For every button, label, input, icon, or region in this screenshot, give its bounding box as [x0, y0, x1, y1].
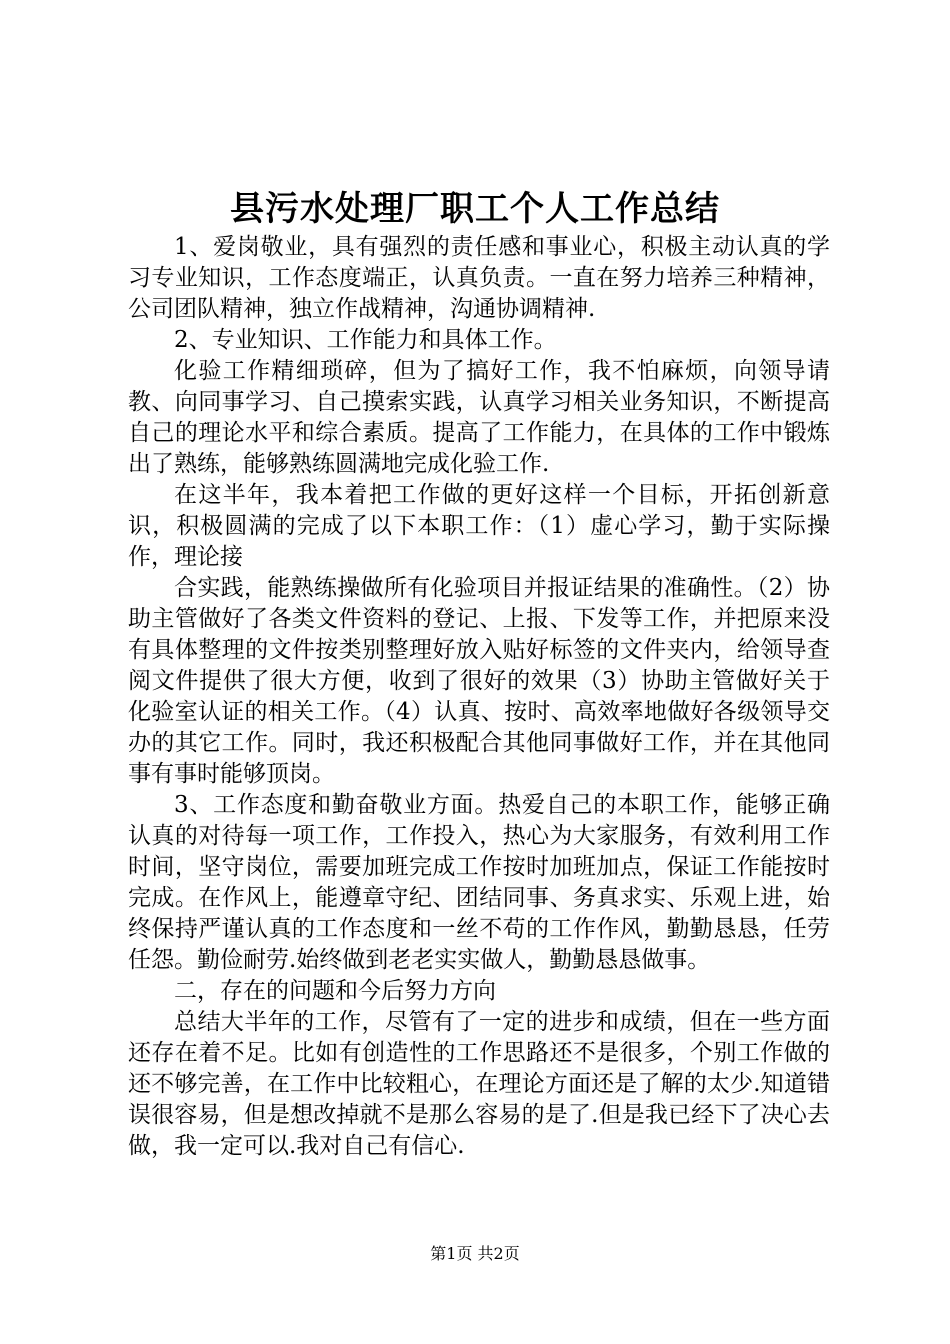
- paragraph: 化验工作精细琐碎，但为了搞好工作，我不怕麻烦，向领导请教、向同事学习、自己摸索实践，认真学习相关业务知识，不断提高自己的理论水平和综合素质。提高了工作能力，在具体的工作中锻炼出了熟练，能够熟练圆满地完成化验工作.: [128, 358, 830, 477]
- paragraph: 合实践，能熟练操做所有化验项目并报证结果的准确性。（2）协助主管做好了各类文件资料的登记、上报、下发等工作，并把原来没有具体整理的文件按类别整理好放入贴好标签的文件夹内，给领导查阅文件提供了很大方便，收到了很好的效果（3）协助主管做好关于化验室认证的相关工作。（4）认真、按时、高效率地做好各级领导交办的其它工作。同时，我还积极配合其他同事做好工作，并在其他同事有事时能够顶岗。: [128, 575, 830, 787]
- paragraph: 在这半年，我本着把工作做的更好这样一个目标，开拓创新意识，积极圆满的完成了以下本职工作：（1）虚心学习，勤于实际操作，理论接: [128, 482, 830, 570]
- document-title: 县污水处理厂职工个人工作总结: [230, 189, 720, 229]
- paragraph: 3、工作态度和勤奋敬业方面。热爱自己的本职工作，能够正确认真的对待每一项工作，工作投入，热心为大家服务，有效利用工作时间，坚守岗位，需要加班完成工作按时加班加点，保证工作能按时完成。在作风上，能遵章守纪、团结同事、务真求实、乐观上进，始终保持严谨认真的工作态度和一丝不苟的工作作风，勤勤恳恳，任劳任怨。勤俭耐劳.始终做到老老实实做人，勤勤恳恳做事。: [128, 792, 830, 973]
- document-body: [128, 232, 830, 1162]
- page-number-footer: 第1页 共2页: [430, 1244, 520, 1263]
- paragraph: 1、爱岗敬业，具有强烈的责任感和事业心，积极主动认真的学习专业知识，工作态度端正，认真负责。一直在努力培养三种精神，公司团队精神，独立作战精神，沟通协调精神.: [128, 234, 830, 322]
- paragraph: 2、专业知识、工作能力和具体工作。: [174, 327, 557, 353]
- section-heading: 二，存在的问题和今后努力方向: [174, 978, 496, 1004]
- paragraph: 总结大半年的工作，尽管有了一定的进步和成绩，但在一些方面还存在着不足。比如有创造性的工作思路还不是很多，个别工作做的还不够完善，在工作中比较粗心，在理论方面还是了解的太少.知道错误很容易，但是想改掉就不是那么容易的是了.但是我已经下了决心去做，我一定可以.我对自己有信心.: [128, 1009, 830, 1159]
